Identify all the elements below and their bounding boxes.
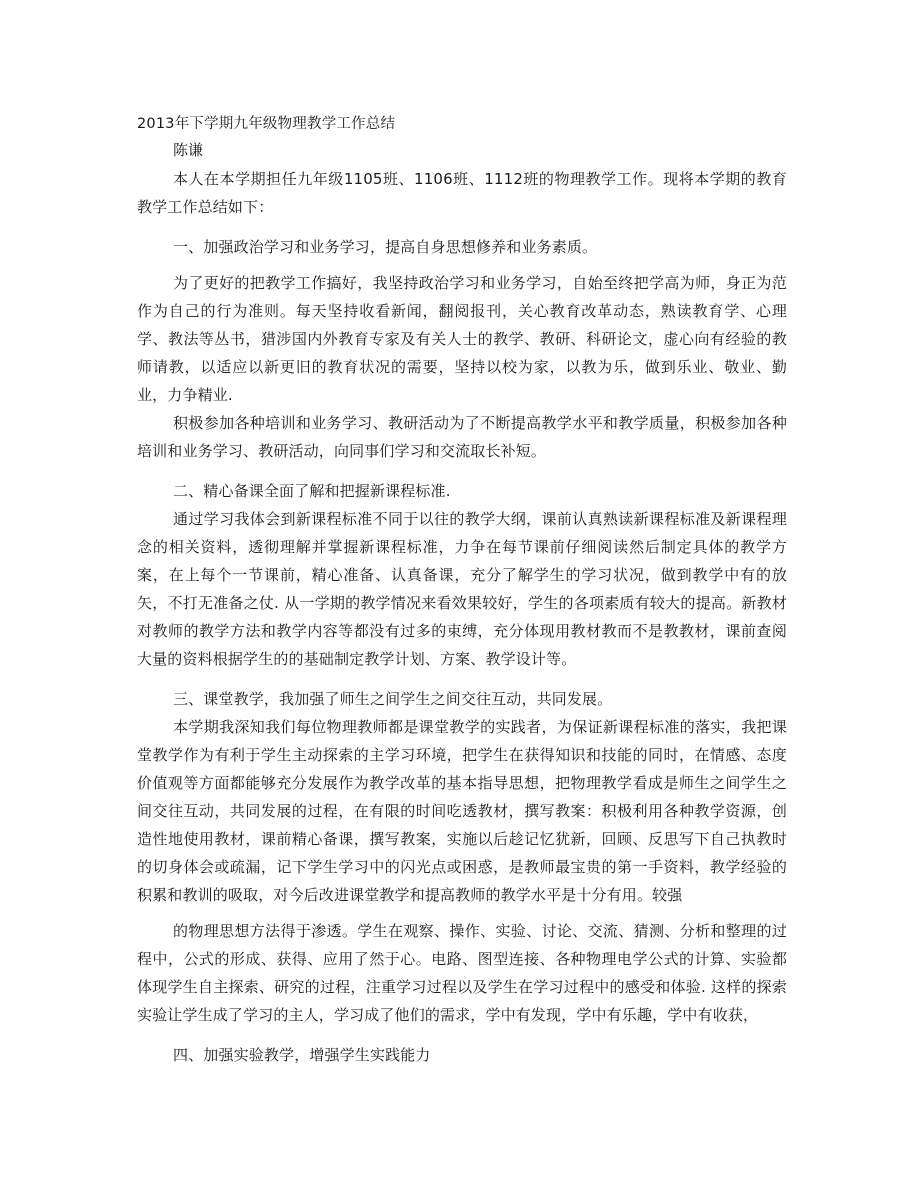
section-1-paragraph-1: 为了更好的把教学工作搞好，我坚持政治学习和业务学习，自始至终把学高为师，身正为范作为自己的行为准则。每天坚持收看新闻，翻阅报刊，关心教育改革动态，熟读教育学、心理学、教法等丛书，猎涉国内外教育专家及有关人士的教学、教研、科研论文，虚心向有经验的教师请教，以适应以新更旧的教育状况的需要，坚持以校为家，以教为乐，做到乐业、敬业、勤业，力争精业. [137,274,787,404]
section-3-paragraph-2: 的物理思想方法得于渗透。学生在观察、操作、实验、讨论、交流、猜测、分析和整理的过程中，公式的形成、获得、应用了然于心。电路、图型连接、各种物理电学公式的计算、实验都体现学生自主探索、研究的过程，注重学习过程以及学生在学习过程中的感受和体验. 这样的探索实验让学生成了学习的主人，学习成了他们的需求，学中有发现，学中有乐趣，学中有收获， [137,922,787,1024]
author-name: 陈谦 [173,141,204,159]
section-heading-3: 三、课堂教学，我加强了师生之间学生之间交往互动，共同发展。 [173,690,613,708]
intro-paragraph: 本人在本学期担任九年级1105班、1106班、1112班的物理教学工作。现将本学期的教育教学工作总结如下： [137,170,787,216]
section-heading-4: 四、加强实验教学，增强学生实践能力 [173,1046,431,1064]
section-heading-1: 一、加强政治学习和业务学习，提高自身思想修养和业务素质。 [173,238,598,256]
document-body [137,113,787,1069]
document-title: 2013年下学期九年级物理教学工作总结 [137,116,396,132]
section-1-paragraph-2: 积极参加各种培训和业务学习、教研活动为了不断提高教学水平和教学质量，积极参加各种培训和业务学习、教研活动，向同事们学习和交流取长补短。 [137,414,787,460]
section-heading-2: 二、精心备课全面了解和把握新课程标准. [173,482,451,500]
section-3-paragraph-1: 本学期我深知我们每位物理教师都是课堂教学的实践者，为保证新课程标准的落实，我把课堂教学作为有利于学生主动探索的主学习环境，把学生在获得知识和技能的同时，在情感、态度价值观等方面都能够充分发展作为教学改革的基本指导思想，把物理教学看成是师生之间学生之间交往互动，共同发展的过程，在有限的时间吃透教材，撰写教案：积极利用各种教学资源，创造性地使用教材，课前精心备课，撰写教案，实施以后趁记忆犹新，回顾、反思写下自己执教时的切身体会或疏漏，记下学生学习中的闪光点或困惑，是教师最宝贵的第一手资料，教学经验的积累和教训的吸取，对今后改进课堂教学和提高教师的教学水平是十分有用。较强 [137,718,787,904]
section-2-paragraph-1: 通过学习我体会到新课程标准不同于以往的教学大纲，课前认真熟读新课程标准及新课程理念的相关资料，透彻理解并掌握新课程标准，力争在每节课前仔细阅读然后制定具体的教学方案，在上每个一节课前，精心准备、认真备课，充分了解学生的学习状况，做到教学中有的放矢，不打无准备之仗. 从一学期的教学情况来看效果较好，学生的各项素质有较大的提高。新教材对教师的教学方法和教学内容等都没有过多的束缚，充分体现用教材教而不是教教材，课前查阅大量的资料根据学生的的基础制定教学计划、方案、教学设计等。 [137,510,787,668]
